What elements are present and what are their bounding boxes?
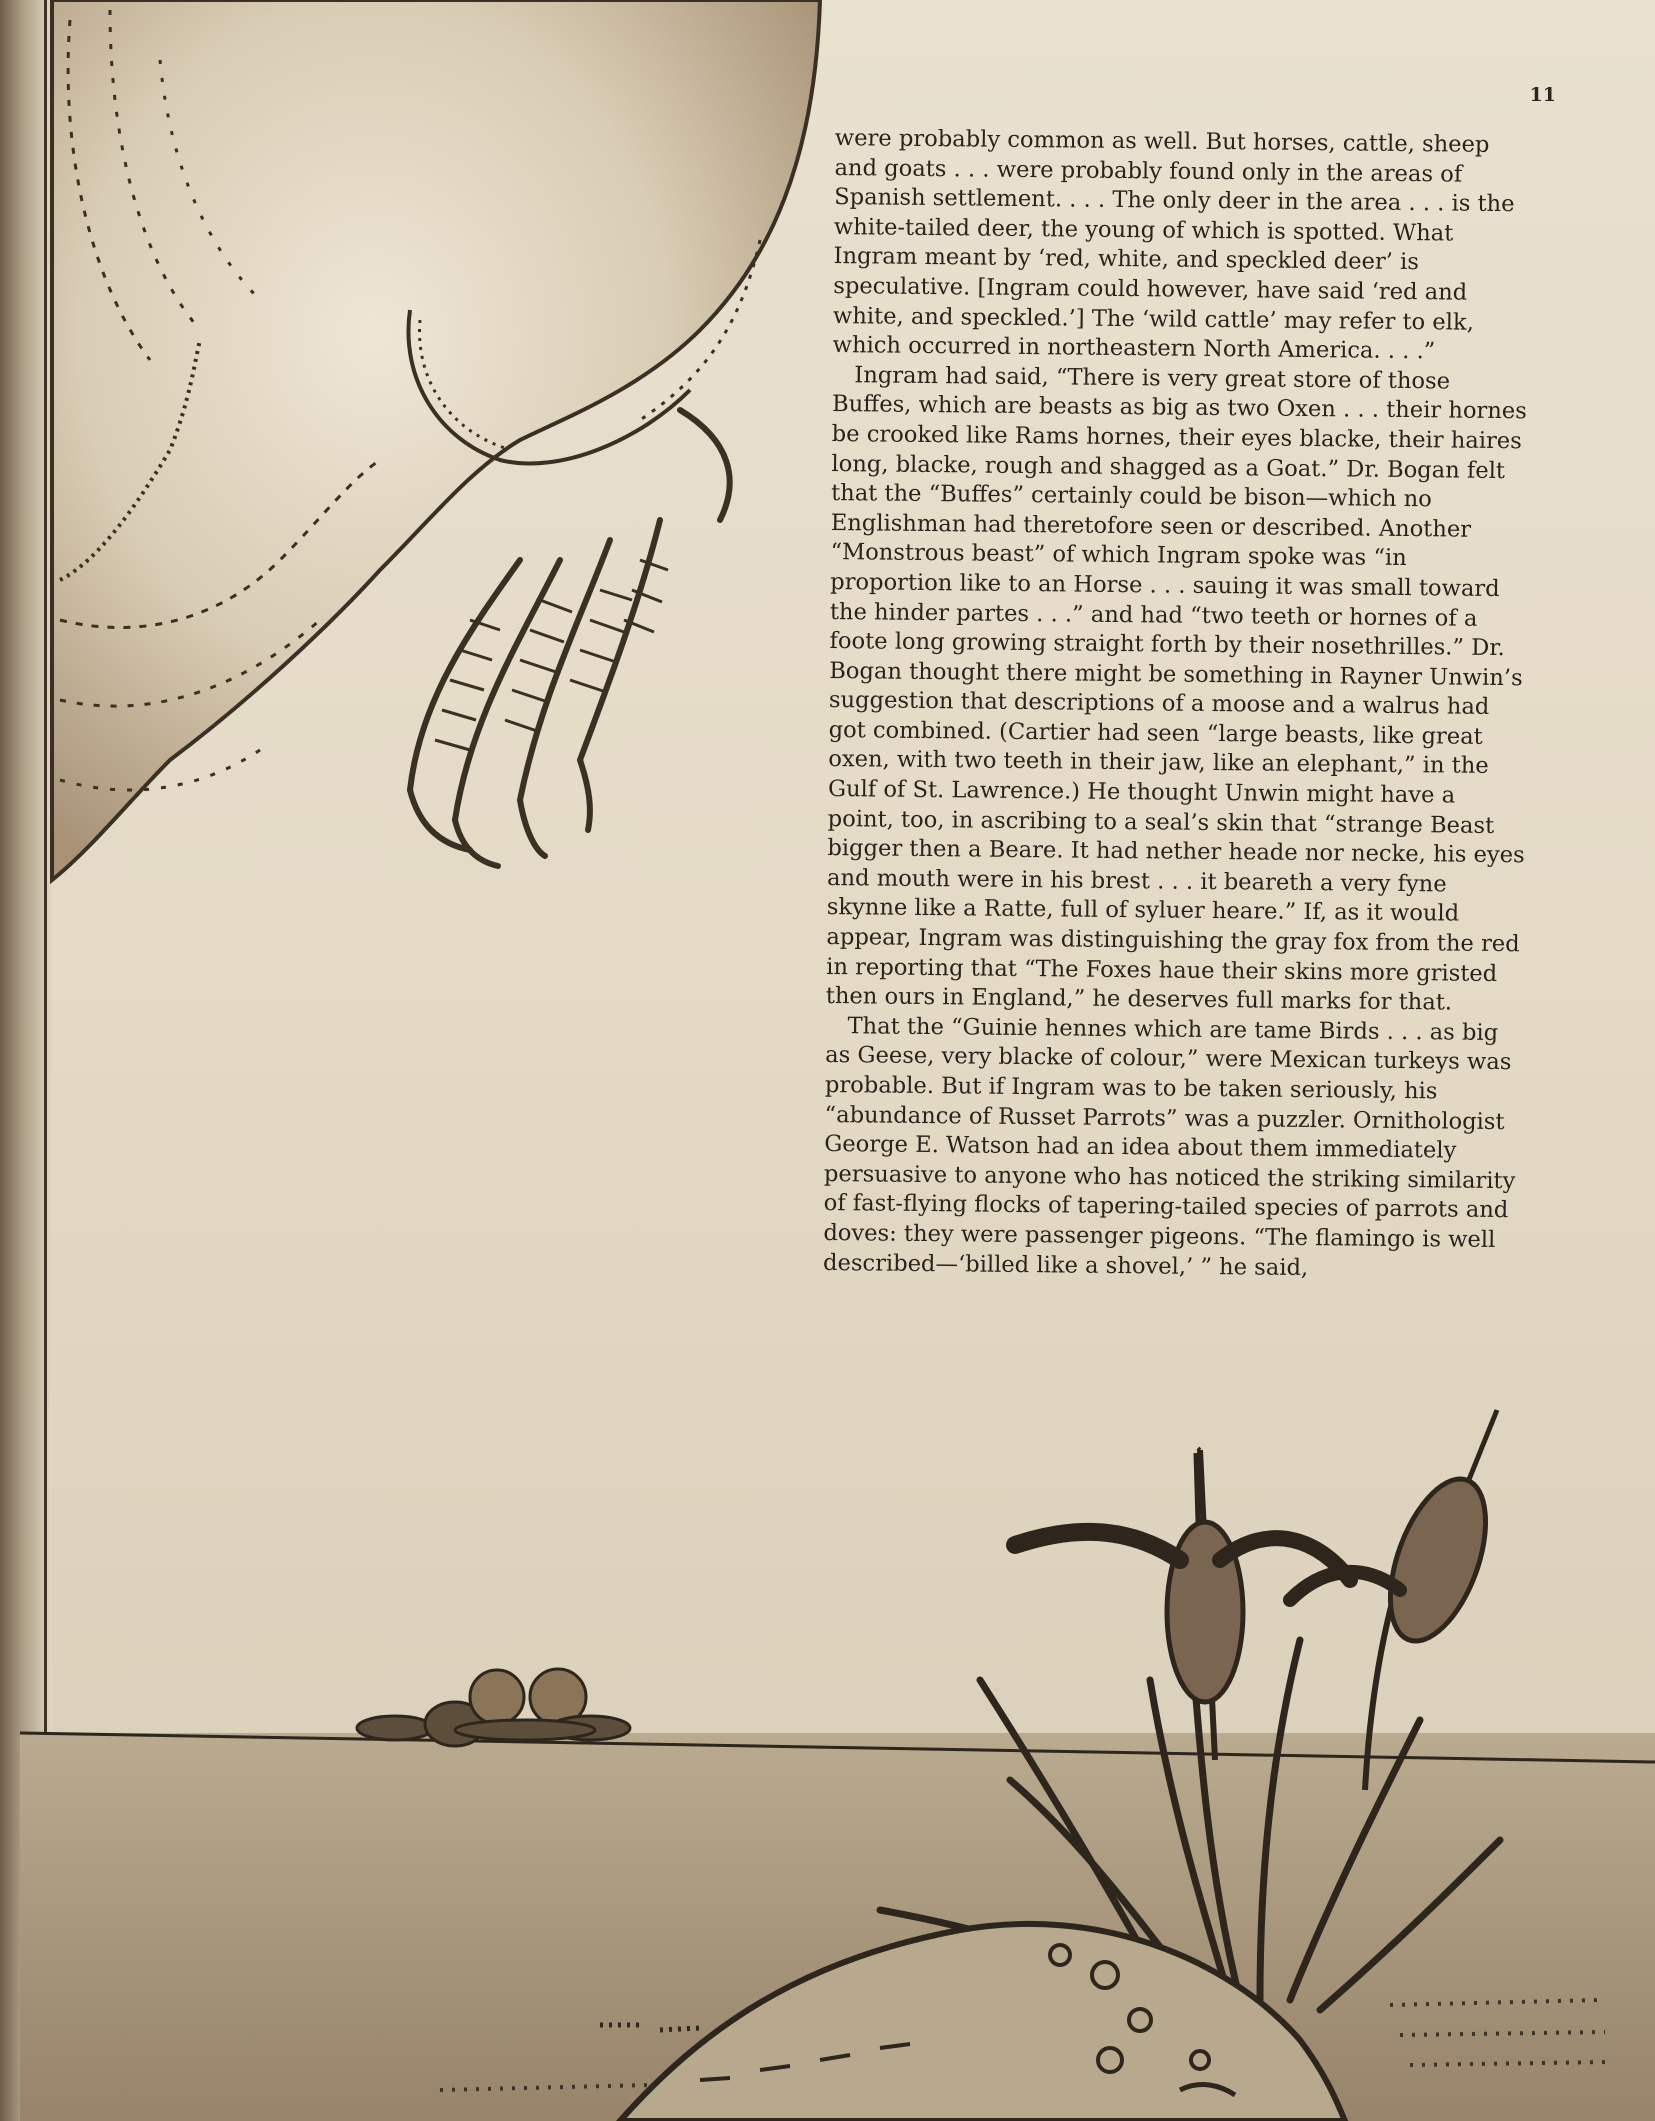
foot-scales — [435, 560, 668, 750]
paragraph: That the “Guinie hennes which are tame Birds . . . as big as Geese, very blacke of colour,” were Mexican turkeys was probable. But if Ingram was to be taken seriously, his “abundance of Russet Parrots” was a puzzler. Ornithologist George E. Watson had an idea about them immediately persuasive to anyone who has noticed the striking similarity of fast-flying flocks of tapering-tailed species of parrots and doves: they were passenger pigeons. “The flamingo is well described—‘billed like a shovel,’ ” he said, — [822, 1012, 1516, 1281]
distant-bushes — [357, 1669, 630, 1746]
creature-body — [52, 0, 820, 880]
article-text — [823, 124, 1535, 1285]
page-number: 11 — [1529, 84, 1556, 106]
paragraph: Ingram had said, “There is very great store of those Buffes, which are beasts as big as two Oxen . . . their hornes be crooked like Rams hornes, their eyes blacke, their haires long, blacke, rough and shagged as a Goat.” Dr. Bogan felt that the “Buffes” certainly could be bison—which no Englishman had theretofore seen or described. Another “Monstrous beast” of which Ingram spoke was “in proportion like to an Horse . . . sauing it was small toward the hinder partes . . .” and had “two teeth or hornes of a foote long growing straight forth by their nosethrilles.” Dr. Bogan thought there might be something in Rayner Unwin’s suggestion that descriptions of a moose and a walrus had got combined. (Cartier had seen “large beasts, like great oxen, with two teeth in their jaw, like an elephant,” in the Gulf of St. Lawrence.) He thought Unwin might have a point, too, in ascribing to a seal’s skin that “strange Beast bigger then a Beare. It had nether heade nor necke, his eyes and mouth were in his brest . . . it beareth a very fyne skynne like a Ratte, full of syluer heare.” If, as it would appear, Ingram was distinguishing the gray fox from the red in reporting that “The Foxes haue their skins more gristed then ours in England,” he deserves full marks for that. — [825, 361, 1527, 1016]
paragraph: were probably common as well. But horses, cattle, sheep and goats . . . were probably found only in the areas of Spanish settlement. . . . The only deer in the area . . . is the white-tailed deer, the young of which is spotted. What Ingram meant by ‘red, white, and speckled deer’ is speculative. [Ingram could however, have said ‘red and white, and speckled.’] The ‘wild cattle’ may refer to elk, which occurred in northeastern North America. . . .” — [832, 124, 1515, 365]
